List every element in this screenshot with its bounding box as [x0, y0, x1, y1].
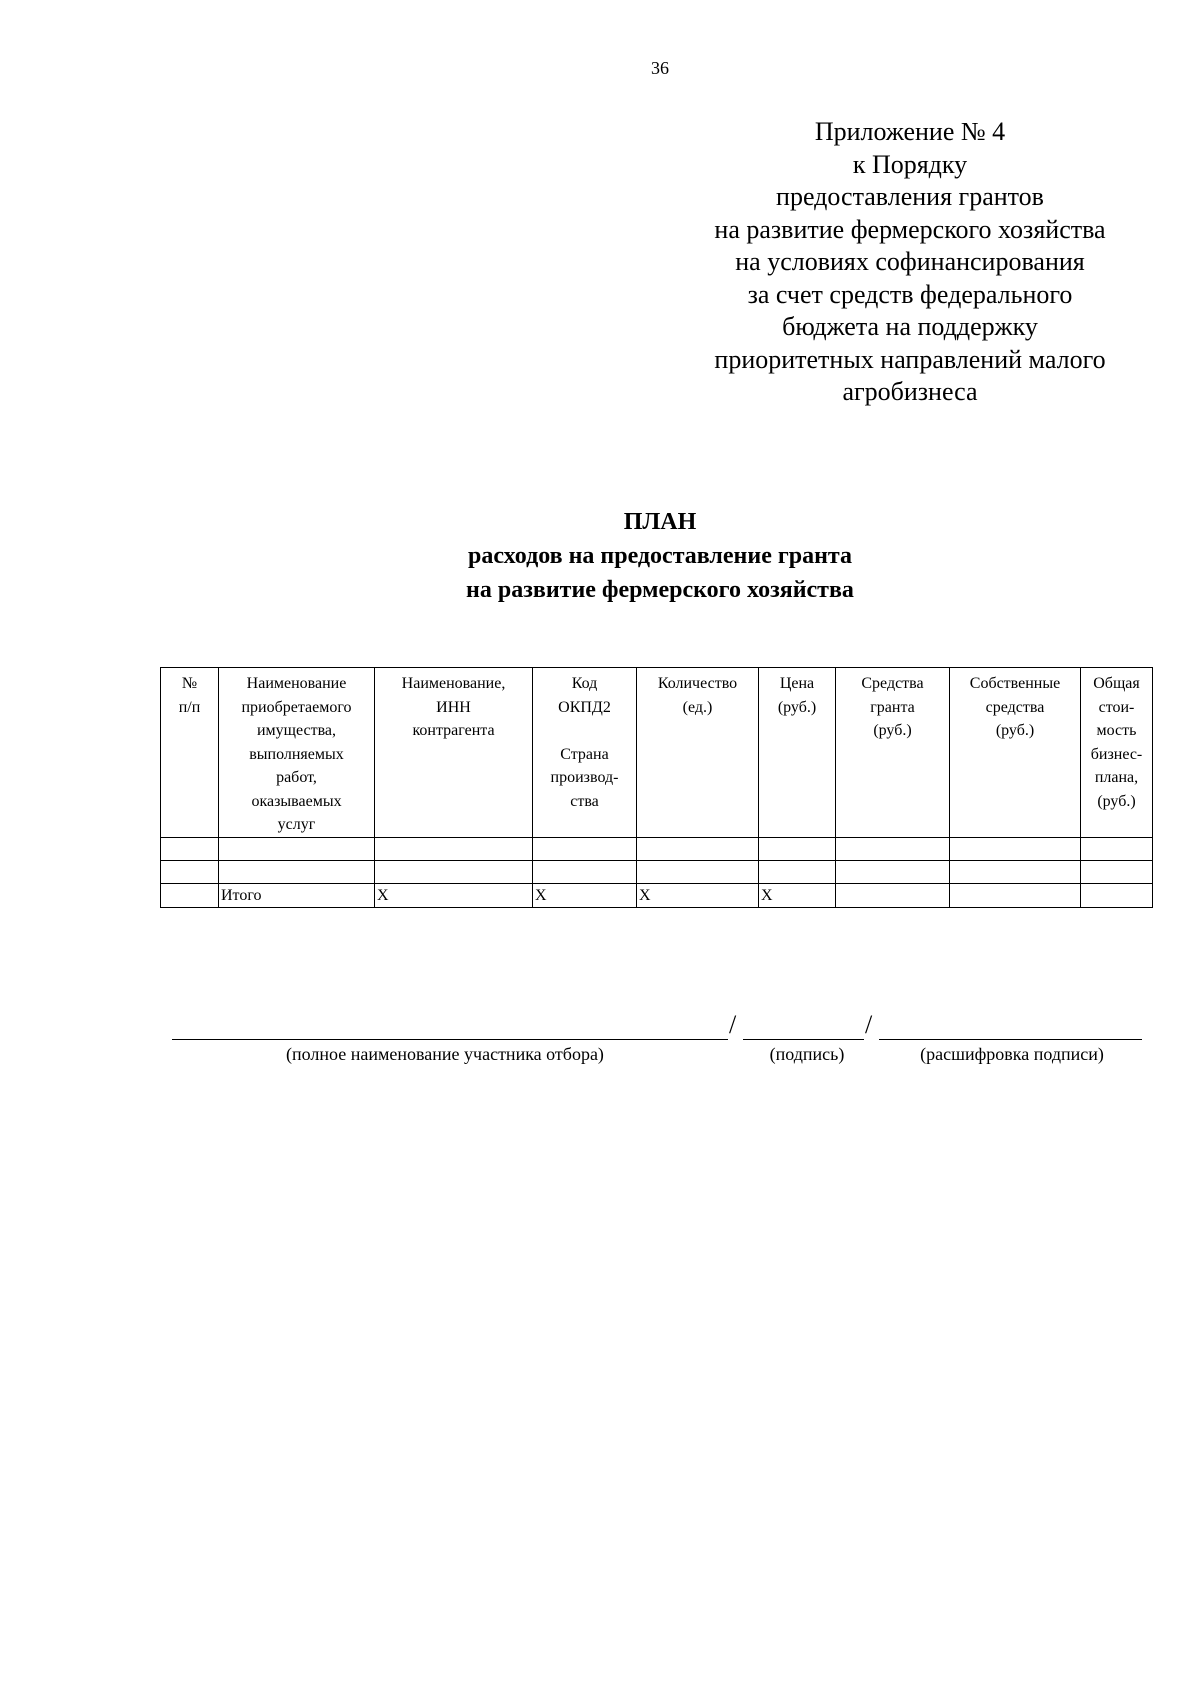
table-total-row — [161, 883, 1153, 908]
header-number: № п/п — [161, 668, 219, 838]
signature-block — [172, 1010, 1142, 1070]
table-cell — [1081, 837, 1153, 860]
appendix-line: агробизнеса — [842, 377, 978, 406]
total-label: Итого — [219, 883, 375, 908]
appendix-line: на условиях софинансирования — [735, 247, 1085, 276]
signature-line — [743, 1039, 864, 1040]
table-cell — [836, 837, 950, 860]
appendix-line: за счет средств федерального — [747, 279, 1073, 309]
header-okpd2-country: Код ОКПД2 Страна производ- ства — [533, 668, 637, 838]
table-cell — [836, 860, 950, 883]
table-cell — [161, 883, 219, 908]
caption-signature-decode: (расшифровка подписи) — [920, 1044, 1104, 1064]
expense-plan-table — [160, 667, 1153, 908]
table-cell — [759, 860, 836, 883]
table-header-row — [161, 668, 1153, 838]
table-row — [161, 860, 1153, 883]
header-price: Цена (руб.) — [759, 668, 836, 838]
caption-signature: (подпись) — [769, 1044, 845, 1064]
table-cell — [836, 883, 950, 908]
signature-separator: / — [729, 1010, 737, 1039]
table-cell: X — [637, 883, 759, 908]
appendix-line: приоритетных направлений малого — [714, 344, 1106, 374]
title-line: расходов на предоставление гранта — [467, 543, 853, 569]
table-cell — [950, 883, 1081, 908]
header-own-funds: Собственные средства (руб.) — [950, 668, 1081, 838]
page-number: 36 — [651, 58, 669, 78]
header-contractor: Наименование, ИНН контрагента — [375, 668, 533, 838]
signature-decode-line — [879, 1039, 1142, 1040]
table-cell — [375, 860, 533, 883]
table-cell: X — [375, 883, 533, 908]
table-cell — [375, 837, 533, 860]
participant-name-line — [172, 1039, 728, 1040]
table-cell: X — [533, 883, 637, 908]
table-cell — [533, 860, 637, 883]
appendix-line: предоставления грантов — [776, 182, 1044, 211]
document-title — [0, 505, 1200, 607]
table-cell — [637, 837, 759, 860]
appendix-reference — [655, 116, 1165, 409]
title-main: ПЛАН — [623, 509, 697, 535]
table-cell — [950, 860, 1081, 883]
header-quantity: Количество (ед.) — [637, 668, 759, 838]
table-cell — [219, 837, 375, 860]
table-row — [161, 837, 1153, 860]
signature-separator: / — [865, 1010, 873, 1039]
table-cell — [637, 860, 759, 883]
table-cell — [161, 860, 219, 883]
table-cell — [950, 837, 1081, 860]
header-total-cost: Общая стои- мость бизнес- плана, (руб.) — [1081, 668, 1153, 838]
table-cell — [533, 837, 637, 860]
caption-participant-name: (полное наименование участника отбора) — [286, 1044, 604, 1064]
title-line: на развитие фермерского хозяйства — [466, 577, 854, 603]
table-cell — [759, 837, 836, 860]
table-cell: X — [759, 883, 836, 908]
table-cell — [161, 837, 219, 860]
table-cell — [219, 860, 375, 883]
appendix-line: на развитие фермерского хозяйства — [714, 214, 1106, 244]
header-grant-funds: Средства гранта (руб.) — [836, 668, 950, 838]
appendix-line: Приложение № 4 — [814, 117, 1006, 146]
header-item-name: Наименование приобретаемого имущества, выполняемых работ, оказываемых услуг — [219, 668, 375, 838]
table-cell — [1081, 860, 1153, 883]
appendix-line: бюджета на поддержку — [782, 312, 1038, 341]
table-cell — [1081, 883, 1153, 908]
appendix-line: к Порядку — [852, 149, 968, 179]
